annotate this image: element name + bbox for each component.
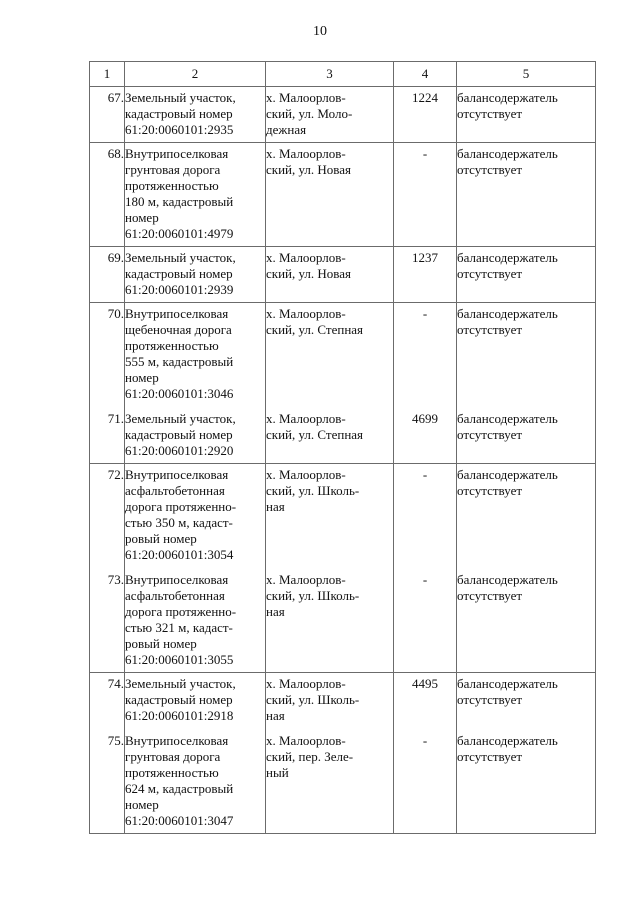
item-description: Внутрипоселковая грунтовая дорога протяженностью 180 м, кадастровый номер 61:20:0060101:4979 [125,146,234,241]
item-description-cell [125,87,266,143]
item-holder: балансодержатель отсутствует [457,676,558,707]
item-number-cell [90,464,125,673]
item-address-cell [266,247,394,303]
item-holder: балансодержатель отсутствует [457,572,558,603]
table-header [90,62,596,87]
item-address-cell [266,303,394,464]
item-address-cell [266,87,394,143]
item-address: х. Малоорлов- ский, ул. Моло- дежная [266,90,353,137]
item-number: 67. [107,90,124,105]
item-description-cell [125,143,266,247]
item-number-cell [90,247,125,303]
item-address: х. Малоорлов- ский, ул. Школь- ная [266,676,360,723]
item-area: 4699 [412,411,438,426]
item-holder-cell [457,303,596,464]
column-header-2: 2 [125,62,266,87]
item-area: - [422,306,428,321]
item-address: х. Малоорлов- ский, ул. Степная [266,411,364,442]
item-holder: балансодержатель отсутствует [457,90,558,121]
item-address: х. Малоорлов- ский, ул. Новая [266,250,352,281]
item-description: Земельный участок, кадастровый номер 61:20:0060101:2939 [125,250,236,297]
item-holder-cell [457,247,596,303]
item-area-cell [394,673,457,834]
item-number: 68. [107,146,124,161]
item-area-cell [394,247,457,303]
table-row [90,143,596,247]
item-area: - [422,467,428,482]
item-number: 70. [107,306,124,321]
item-address-cell [266,673,394,834]
item-area: - [422,146,428,161]
item-holder-cell [457,673,596,834]
item-number: 69. [107,250,124,265]
page-number: 10 [313,24,327,39]
column-header-1: 1 [90,62,125,87]
item-number-cell [90,87,125,143]
item-holder-cell [457,464,596,673]
item-description: Земельный участок, кадастровый номер 61:20:0060101:2920 [125,411,236,458]
item-holder: балансодержатель отсутствует [457,467,558,498]
table-body [90,87,596,834]
item-area-cell [394,464,457,673]
item-area: 4495 [412,676,438,691]
item-number-cell [90,143,125,247]
item-description: Внутрипоселковая асфальтобетонная дорога протяженно- стью 321 м, кадаст- ровый номер 61:20:0060101:3055 [125,572,237,667]
item-address-cell [266,464,394,673]
item-address: х. Малоорлов- ский, ул. Школь- ная [266,467,360,514]
item-holder: балансодержатель отсутствует [457,306,558,337]
item-holder: балансодержатель отсутствует [457,146,558,177]
item-area: 1224 [412,90,438,105]
item-number: 74. [107,676,124,691]
item-area: 1237 [412,250,438,265]
item-description-cell [125,303,266,464]
item-address: х. Малоорлов- ский, ул. Новая [266,146,352,177]
item-number: 72. [107,467,124,482]
item-holder: балансодержатель отсутствует [457,411,558,442]
item-description: Земельный участок, кадастровый номер 61:20:0060101:2918 [125,676,236,723]
item-description-cell [125,247,266,303]
column-header-4: 4 [394,62,457,87]
item-holder: балансодержатель отсутствует [457,250,558,281]
item-address-cell [266,143,394,247]
table-row [90,303,596,464]
item-holder: балансодержатель отсутствует [457,733,558,764]
item-holder-cell [457,87,596,143]
table-row [90,247,596,303]
item-description-cell [125,464,266,673]
item-area-cell [394,143,457,247]
item-address: х. Малоорлов- ский, ул. Степная [266,306,364,337]
property-table [89,61,596,834]
item-holder-cell [457,143,596,247]
item-number: 75. [107,733,124,748]
item-area: - [422,733,428,748]
item-description: Внутрипоселковая асфальтобетонная дорога протяженно- стью 350 м, кадаст- ровый номер 61:20:0060101:3054 [125,467,237,562]
item-number: 73. [107,572,124,587]
item-address: х. Малоорлов- ский, пер. Зеле- ный [266,733,354,780]
item-description-cell [125,673,266,834]
column-header-5: 5 [457,62,596,87]
item-number-cell [90,673,125,834]
column-header-3: 3 [266,62,394,87]
item-area-cell [394,87,457,143]
item-description: Внутрипоселковая щебеночная дорога протяженностью 555 м, кадастровый номер 61:20:0060101:3046 [125,306,234,401]
item-number-cell [90,303,125,464]
item-area-cell [394,303,457,464]
item-description: Внутрипоселковая грунтовая дорога протяженностью 624 м, кадастровый номер 61:20:0060101:3047 [125,733,234,828]
table-row [90,87,596,143]
item-description: Земельный участок, кадастровый номер 61:20:0060101:2935 [125,90,236,137]
table-row [90,464,596,673]
item-area: - [422,572,428,587]
table-row [90,673,596,834]
item-address: х. Малоорлов- ский, ул. Школь- ная [266,572,360,619]
item-number: 71. [107,411,124,426]
